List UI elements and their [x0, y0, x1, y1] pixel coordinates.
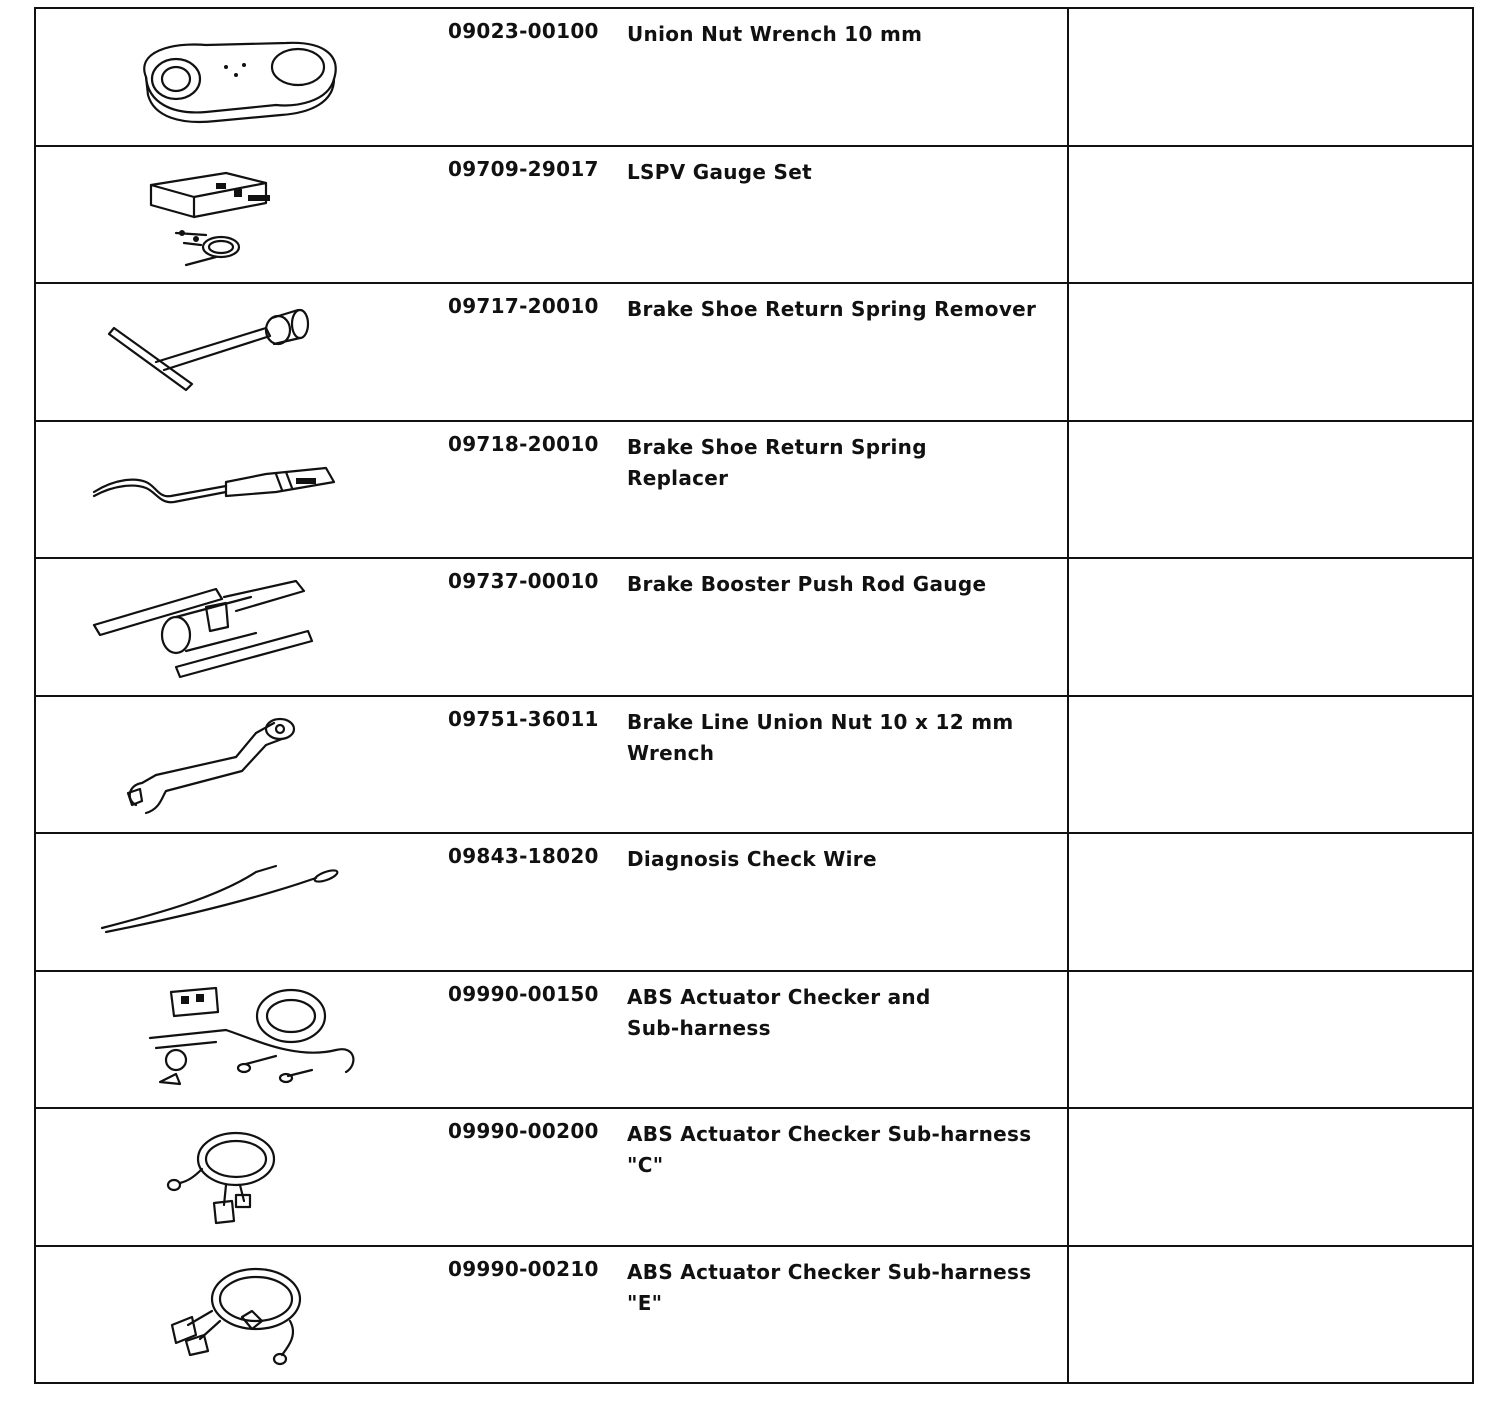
tool-description: Brake Booster Push Rod Gauge	[627, 572, 987, 596]
union-nut-wrench-icon	[76, 17, 376, 137]
abs-checker-icon	[76, 980, 376, 1100]
sub-harness-c-icon	[76, 1117, 376, 1237]
remarks-cell	[1069, 284, 1472, 420]
part-number: 09023-00100	[448, 19, 599, 43]
remarks-cell	[1069, 559, 1472, 695]
union-nut-wrench-10x12-icon	[76, 705, 376, 825]
tool-description: ABS Actuator Checker Sub-harness "C"	[627, 1122, 1032, 1177]
remarks-cell	[1069, 1247, 1472, 1385]
tool-description: ABS Actuator Checker Sub-harness "E"	[627, 1259, 1032, 1315]
tool-description: Diagnosis Check Wire	[627, 847, 877, 871]
spring-replacer-icon	[76, 430, 376, 550]
part-number: 09718-20010	[448, 431, 599, 456]
remarks-cell	[1069, 147, 1472, 283]
tool-description: Union Nut Wrench 10 mm	[627, 22, 923, 46]
tool-row	[36, 422, 1472, 560]
check-wire-icon	[76, 842, 376, 962]
tool-row	[36, 9, 1472, 147]
lspv-gauge-set-icon	[76, 155, 376, 275]
tool-description: Brake Shoe Return Spring Replacer	[627, 434, 927, 490]
part-number: 09990-00200	[448, 1119, 599, 1143]
part-number: 09843-18020	[448, 844, 599, 868]
tool-description: Brake Shoe Return Spring Remover	[627, 297, 1037, 321]
part-number: 09751-36011	[448, 706, 599, 731]
tool-row	[36, 1247, 1472, 1385]
part-number: 09990-00210	[448, 1256, 599, 1281]
tool-row	[36, 834, 1472, 972]
tool-row	[36, 147, 1472, 285]
remarks-cell	[1069, 834, 1472, 970]
tool-description: ABS Actuator Checker and Sub-harness	[627, 984, 931, 1040]
remarks-cell	[1069, 1109, 1472, 1245]
remarks-cell	[1069, 697, 1472, 833]
tool-row	[36, 1109, 1472, 1247]
tool-description: LSPV Gauge Set	[627, 159, 812, 184]
sub-harness-e-icon	[76, 1255, 376, 1375]
remarks-cell	[1069, 972, 1472, 1108]
remarks-cell	[1069, 9, 1472, 145]
part-number: 09737-00010	[448, 569, 599, 593]
part-number: 09990-00150	[448, 981, 599, 1006]
spring-remover-icon	[76, 292, 376, 412]
part-number: 09709-29017	[448, 156, 599, 181]
tool-row	[36, 697, 1472, 835]
part-number: 09717-20010	[448, 294, 599, 318]
remarks-cell	[1069, 422, 1472, 558]
push-rod-gauge-icon	[76, 567, 376, 687]
special-service-tools-table	[34, 7, 1474, 1384]
tool-row	[36, 284, 1472, 422]
tool-description: Brake Line Union Nut 10 x 12 mm Wrench	[627, 709, 1014, 765]
tool-row	[36, 972, 1472, 1110]
tool-row	[36, 559, 1472, 697]
